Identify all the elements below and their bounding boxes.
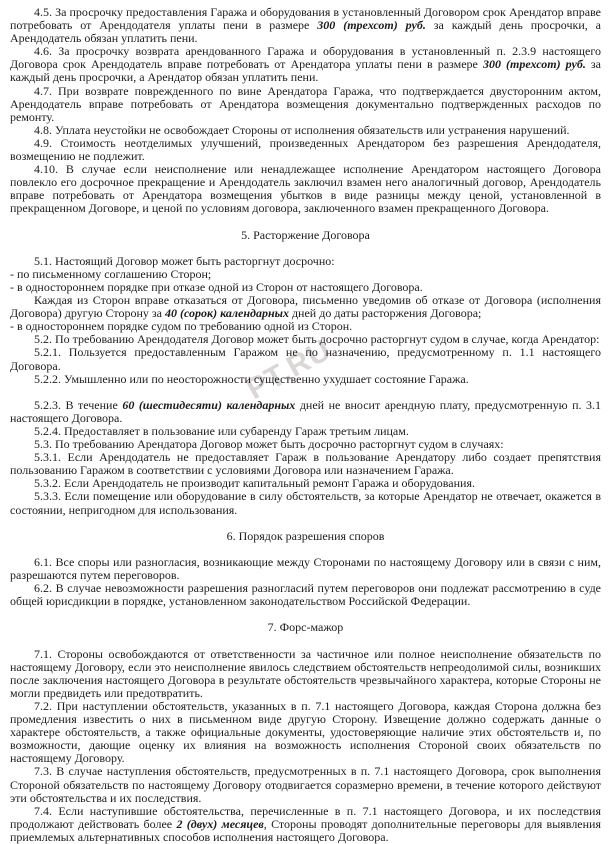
clause-4-5 [10, 6, 601, 45]
emphasized-value: 300 (трехсот) руб. [482, 57, 586, 72]
text-run: , Стороны проводят дополнительные переговоры для выявления приемлемых альтернативных способов исполнения настоящего Договора. [10, 816, 601, 844]
clause-6-1 [10, 556, 601, 582]
clause-4-9 [10, 137, 601, 163]
clause-7-4 [10, 805, 601, 844]
text-run: 7.3. В случае наступления обстоятельств, предусмотренных в п. 7.1 настоящего Договора, срок выполнения Стороной обязательств по настоящему Договору отодвигается соразмерно времени, в течение которого действуют эти обстоятельства и их последствия. [10, 764, 601, 805]
watermark: РТ.RU [241, 333, 337, 407]
text-run: 5.2. По требованию Арендодателя Договор может быть досрочно расторгнут судом в случае, когда Арендатор: [34, 332, 600, 347]
clause-5-3-1 [10, 451, 601, 477]
section-6-heading [10, 530, 601, 543]
document-content [10, 6, 601, 844]
text-run: 5.3.1. Если Арендодатель не предоставляет Гараж в пользование Арендатору либо создает препятствия пользованию Гаражом в соответствии с условиями Договора или назначением Гаража. [10, 450, 601, 478]
text-run: 4.5. За просрочку предоставления Гаража и оборудования в установленный Договором срок Арендатор вправе потребовать от Арендодателя уплаты пени в размере [10, 5, 601, 33]
text-run: - в одностороннем порядке судом по требованию одной из Сторон. [10, 319, 353, 334]
text-run: 6. Порядок разрешения споров [226, 528, 385, 543]
text-run: 4.7. При возврате поврежденного по вине Арендатора Гаража, что подтверждается двусторонним актом, Арендодатель вправе потребовать от Арендатора возмещения документально подтвержденных расходов по ремонту. [10, 83, 601, 124]
emphasized-value: 40 (сорок) календарных [164, 306, 289, 321]
text-run: 5.2.4. Предоставляет в пользование или субаренду Гараж третьим лицам. [34, 424, 409, 438]
text-run: 5.3.2. Если Арендодатель не производит капитальный ремонт Гаража и оборудования. [34, 476, 475, 491]
clause-5-3-3 [10, 490, 601, 516]
text-run: 4.9. Стоимость неотделимых улучшений, произведенных Арендатором без разрешения Арендодателя, возмещению не подлежит. [10, 135, 601, 164]
clause-7-2 [10, 700, 601, 765]
clause-4-6 [10, 45, 601, 84]
text-run: 6.1. Все споры или разногласия, возникающие между Сторонами по настоящему Договору или в связи с ним, разрешаются путем переговоров. [10, 554, 601, 583]
text-run: 4.10. В случае если неисполнение или ненадлежащее исполнение Арендатором настоящего Договора повлекло его досрочное прекращение и Арендодатель заключил взамен него аналогичный договор, Арендодатель вправе потребовать от Арендатора возмещения убытков в виде разницы между ценой, установленной в прекращенном Договоре, и ценой по условиям договора, заключенного взамен прекращенного Договора. [10, 162, 601, 216]
text-run: 7.2. При наступлении обстоятельств, указанных в п. 7.1 настоящего Договора, каждая Сторона должна без промедления известить о них в письменном виде другую Сторону. Извещение должно содержать данные о характере обстоятельств, а также официальные документы, удостоверяющие наличие этих обстоятельств и, по возможности, дающие оценку их влияния на возможность исполнения Стороной своих обязательств по настоящему Договору. [10, 698, 601, 766]
emphasized-value: 2 (двух) месяцев [176, 816, 264, 831]
text-run: 4.8. Уплата неустойки не освобождает Стороны от исполнения обязательств или устранения нарушений. [34, 122, 570, 137]
text-run: - в одностороннем порядке при отказе одной из Сторон от настоящего Договора. [10, 279, 423, 294]
text-run: 5.2.3. В течение [34, 397, 123, 412]
text-run: 5. Расторжение Договора [241, 227, 370, 242]
clause-7-3 [10, 765, 601, 804]
text-run: 7. Форс-мажор [267, 620, 344, 635]
text-run: 5.2.2. Умышленно или по неосторожности существенно ухудшает состояние Гаража. [34, 371, 469, 386]
text-run: 7.1. Стороны освобождаются от ответственности за частичное или полное неисполнение обязательств по настоящему Договору, если это неисполнение явилось следствием обстоятельств непреодолимой силы, возникших после заключения настоящего Договора в результате обстоятельств чрезвычайного характера, которые Стороны не могли предвидеть или предотвратить. [10, 646, 601, 700]
clause-6-2 [10, 582, 601, 608]
clause-5-1-notice [10, 294, 601, 320]
text-run: дней до даты расторжения Договора; [288, 306, 482, 321]
clause-5-2-1 [10, 346, 601, 372]
clause-5-2-3 [10, 399, 601, 425]
text-run: дней не вносит арендную плату, предусмотренную п. 3.1 настоящего Договора. [10, 397, 601, 425]
clause-7-1 [10, 648, 601, 700]
text-run: 5.2.1. Пользуется предоставленным Гаражом не по назначению, предусмотренному п. 1.1 настоящего Договора. [10, 345, 601, 373]
emphasized-value: 300 (трехсот) руб. [317, 18, 426, 33]
emphasized-value: 60 (шестидесяти) календарных [122, 397, 296, 412]
text-run: Каждая из Сторон вправе отказаться от Договора, письменно уведомив об отказе от Договора (исполнения Договора) другую Сторону за [10, 293, 601, 321]
section-5-heading [10, 229, 601, 242]
text-run: 5.3.3. Если помещение или оборудование в силу обстоятельств, за которые Арендатор не отвечает, окажется в состоянии, непригодном для использования. [10, 489, 601, 517]
text-run: за каждый день просрочки, а Арендатор обязан уплатить пени. [10, 57, 601, 85]
section-7-heading [10, 621, 601, 634]
text-run: 7.4. Если наступившие обстоятельства, перечисленные в п. 7.1 настоящего Договора, и их последствия продолжают действовать более [10, 803, 601, 831]
text-run: - по письменному соглашению Сторон; [10, 266, 212, 281]
text-run: 5.3. По требованию Арендатора Договор может быть досрочно расторгнут судом в случаях: [34, 437, 504, 452]
clause-4-10 [10, 163, 601, 215]
text-run: 5.1. Настоящий Договор может быть расторгнут досрочно: [34, 253, 335, 268]
clause-5-2-2 [10, 373, 601, 386]
clause-4-7 [10, 85, 601, 124]
text-run: за каждый день просрочки, а Арендодатель обязан уплатить пени. [10, 18, 601, 46]
text-run: 4.6. За просрочку возврата арендованного Гаража и оборудования в установленный п. 2.3.9 настоящего Договора срок Арендодатель вправе потребовать от Арендатора уплаты пени в размере [10, 44, 601, 72]
text-run: 6.2. В случае невозможности разрешения разногласий путем переговоров они подлежат рассмотрению в суде общей юрисдикции в порядке, установленном законодательством Российской Федерации. [10, 581, 601, 609]
